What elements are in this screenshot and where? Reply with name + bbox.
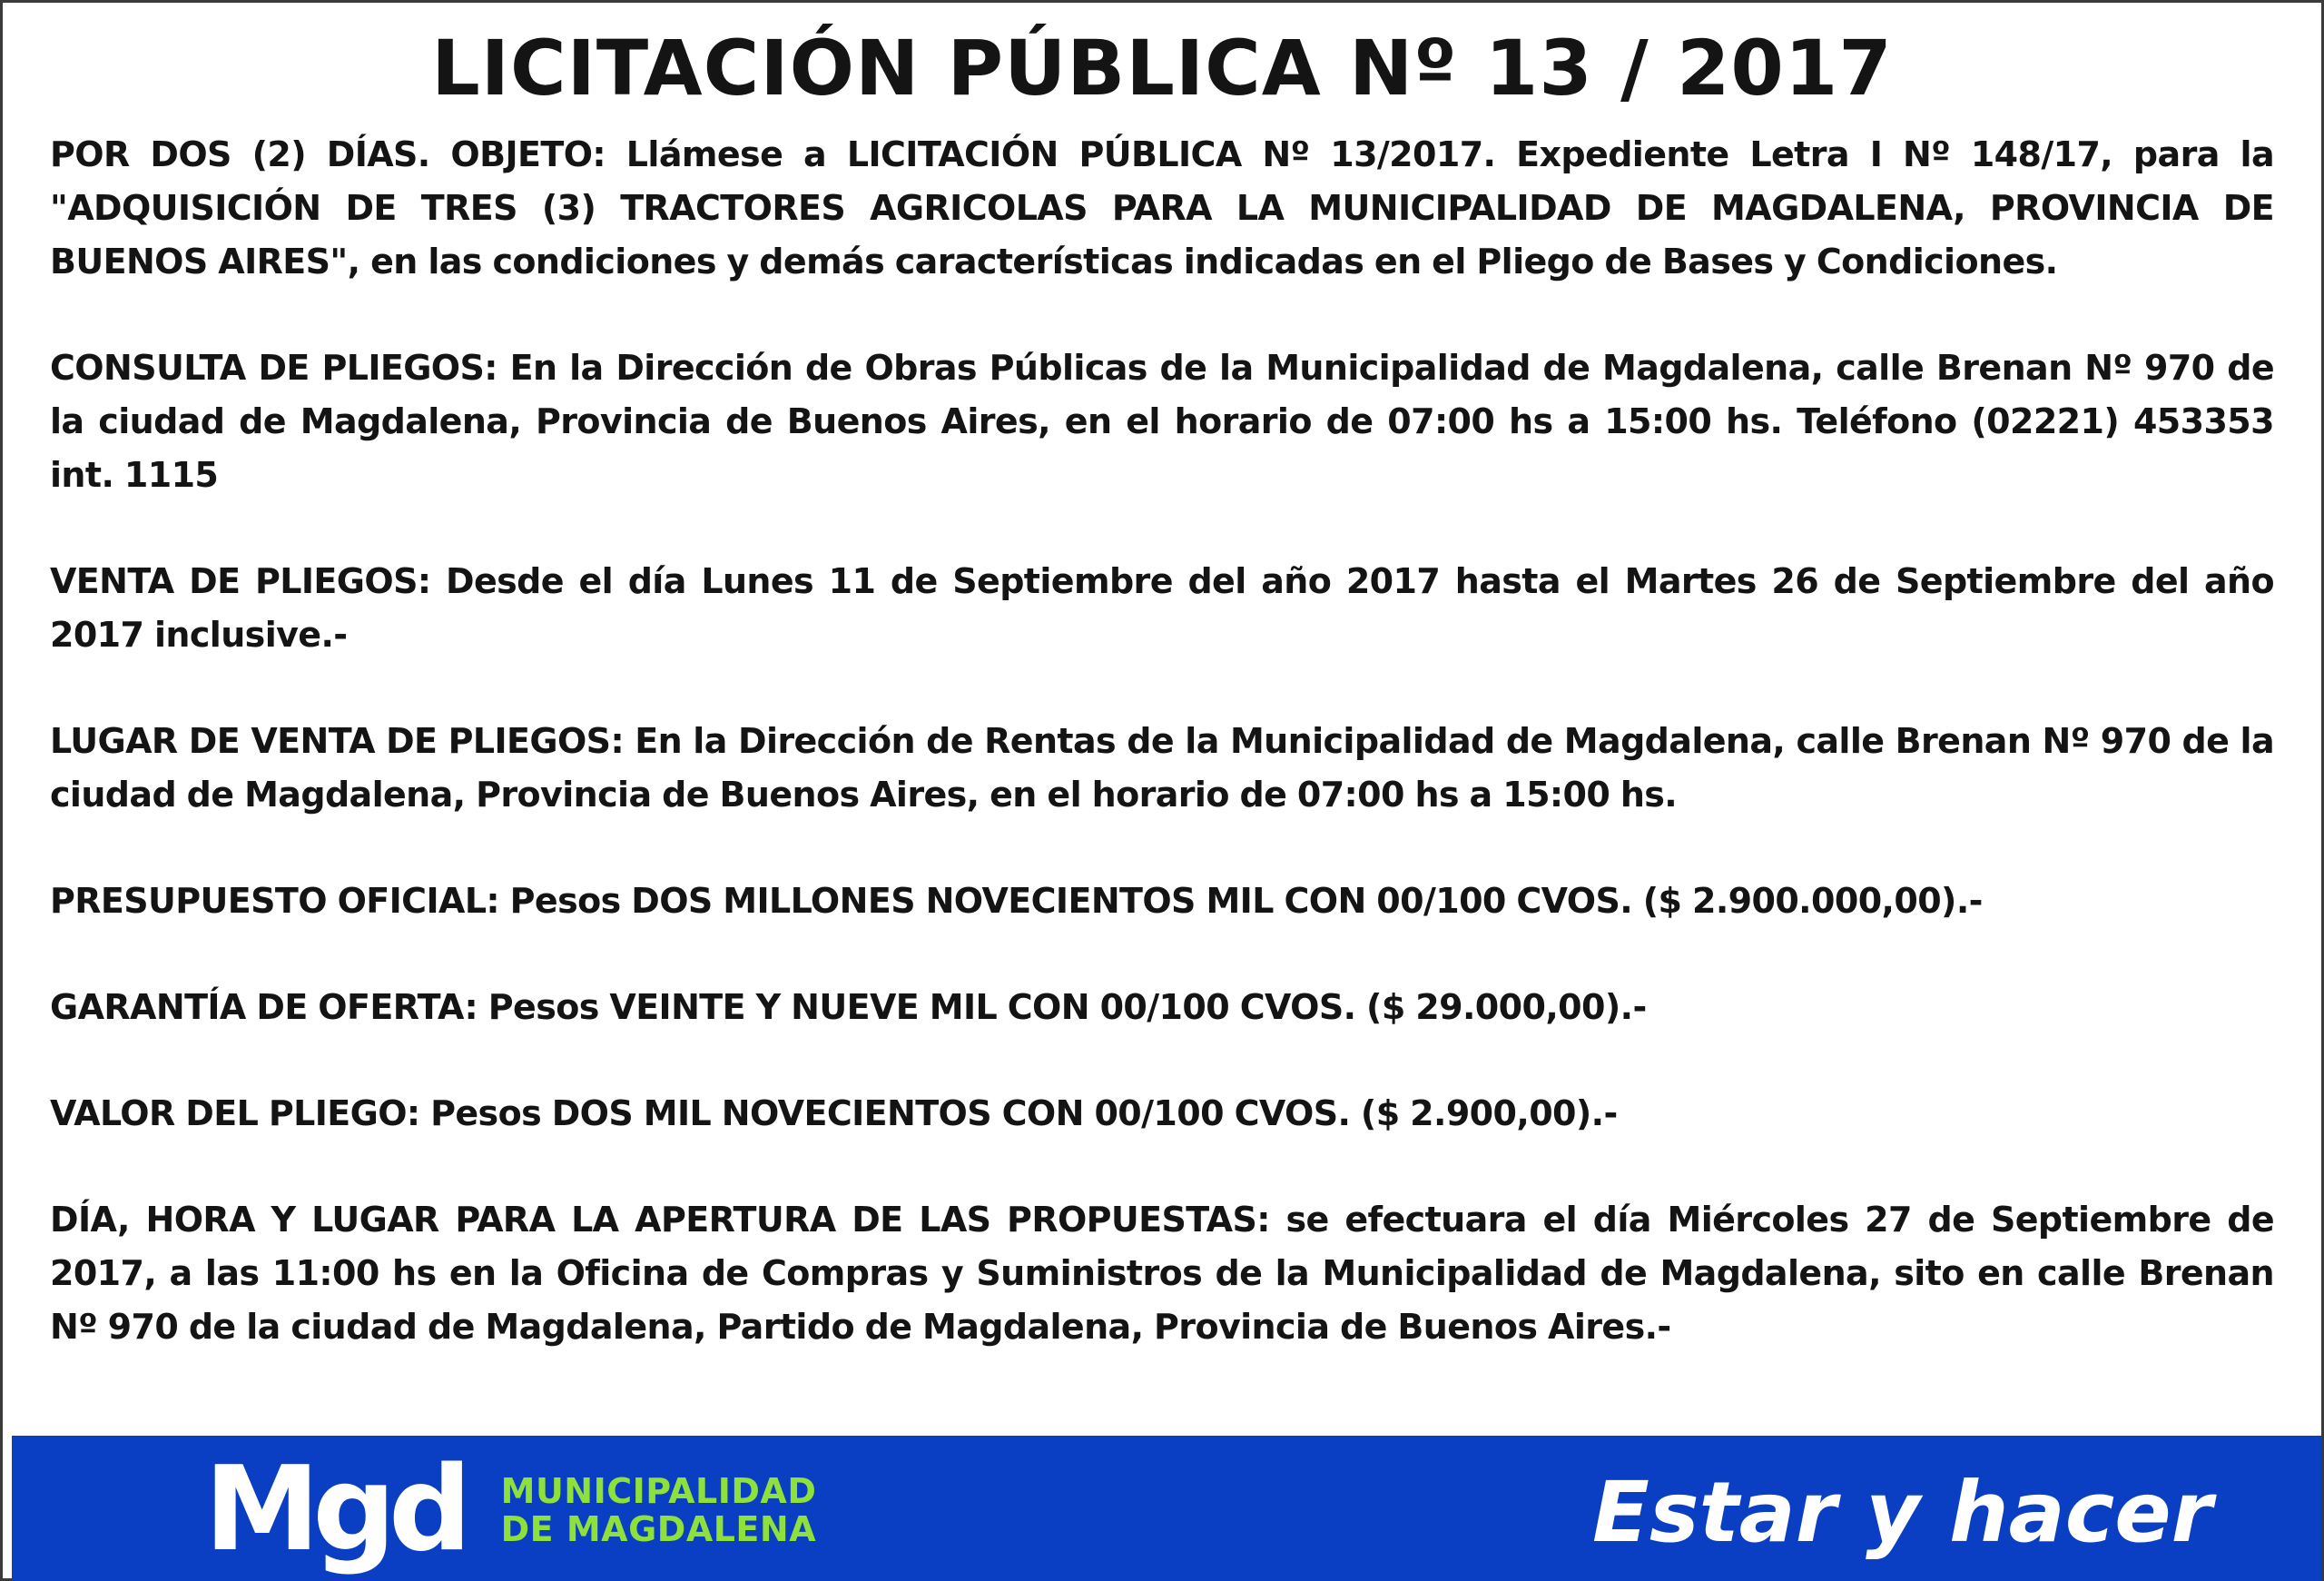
footer-banner: [12, 1436, 2321, 1581]
paragraph-label: POR DOS (2) DÍAS. OBJETO:: [50, 134, 606, 174]
paragraph-consulta: [50, 341, 2274, 502]
paragraph-text: En la Dirección de Rentas de la Municipalidad de Magdalena, calle Brenan Nº 970 de la ciudad de Magdalena, Provincia de Buenos Aires, en el horario de 07:00 hs a 15:00 hs.: [50, 721, 2274, 815]
paragraph-valor: [50, 1087, 2274, 1141]
notice-title: LICITACIÓN PÚBLICA Nº 13 / 2017: [431, 24, 1893, 113]
paragraph-objeto: [50, 128, 2274, 289]
paragraph-apertura: [50, 1193, 2274, 1354]
paragraph-lugar-venta: [50, 715, 2274, 822]
paragraph-text: Pesos DOS MIL NOVECIENTOS CON 00/100 CVOS. ($ 2.900,00).-: [419, 1093, 1618, 1133]
paragraph-label: PRESUPUESTO OFICIAL:: [50, 881, 500, 921]
paragraph-text: se efectuara el día Miércoles 27 de Septiembre de 2017, a las 11:00 hs en la Oficina de Compras y Suministros de la Municipalidad de Magdalena, sito en calle Brenan Nº 970 de la ciudad de Magdalena, Partido de Magdalena, Provincia de Buenos Aires.-: [50, 1200, 2274, 1347]
logo-text-line1: MUNICIPALIDAD: [500, 1471, 817, 1511]
notice-body: [50, 128, 2274, 1407]
logo-text-line2: DE MAGDALENA: [500, 1509, 817, 1549]
paragraph-text: Llámese a LICITACIÓN PÚBLICA Nº 13/2017. Expediente Letra I Nº 148/17, para la "ADQUISICIÓN DE TRES (3) TRACTORES AGRICOLAS PARA LA MUNICIPALIDAD DE MAGDALENA, PROVINCIA DE BUENOS AIRES", en las condiciones y demás características indicadas en el Pliego de Bases y Condiciones.: [50, 134, 2274, 282]
paragraph-text: Pesos VEINTE Y NUEVE MIL CON 00/100 CVOS. ($ 29.000,00).-: [478, 987, 1647, 1027]
paragraph-label: CONSULTA DE PLIEGOS:: [50, 348, 497, 388]
paragraph-label: LUGAR DE VENTA DE PLIEGOS:: [50, 721, 625, 761]
paragraph-presupuesto: [50, 874, 2274, 928]
paragraph-label: VALOR DEL PLIEGO:: [50, 1093, 420, 1133]
paragraph-text: Pesos DOS MILLONES NOVECIENTOS MIL CON 00/100 CVOS. ($ 2.900.000,00).-: [499, 881, 1983, 921]
paragraph-venta: [50, 555, 2274, 662]
paragraph-label: VENTA DE PLIEGOS:: [50, 561, 431, 601]
logo-mark: Mgd: [204, 1442, 465, 1577]
paragraph-text: Desde el día Lunes 11 de Septiembre del año 2017 hasta el Martes 26 de Septiembre del año 2017 inclusive.-: [50, 561, 2274, 655]
municipality-logo: [204, 1442, 817, 1577]
paragraph-label: GARANTÍA DE OFERTA:: [50, 987, 478, 1027]
logo-text: [501, 1472, 817, 1548]
slogan: Estar y hacer: [1592, 1464, 2212, 1561]
paragraph-text: En la Dirección de Obras Públicas de la Municipalidad de Magdalena, calle Brenan Nº 970 de la ciudad de Magdalena, Provincia de Buenos Aires, en el horario de 07:00 hs a 15:00 hs. Teléfono (02221) 453353 int. 1115: [50, 348, 2275, 495]
paragraph-label: DÍA, HORA Y LUGAR PARA LA APERTURA DE LAS PROPUESTAS:: [50, 1200, 1270, 1240]
paragraph-garantia: [50, 981, 2274, 1034]
